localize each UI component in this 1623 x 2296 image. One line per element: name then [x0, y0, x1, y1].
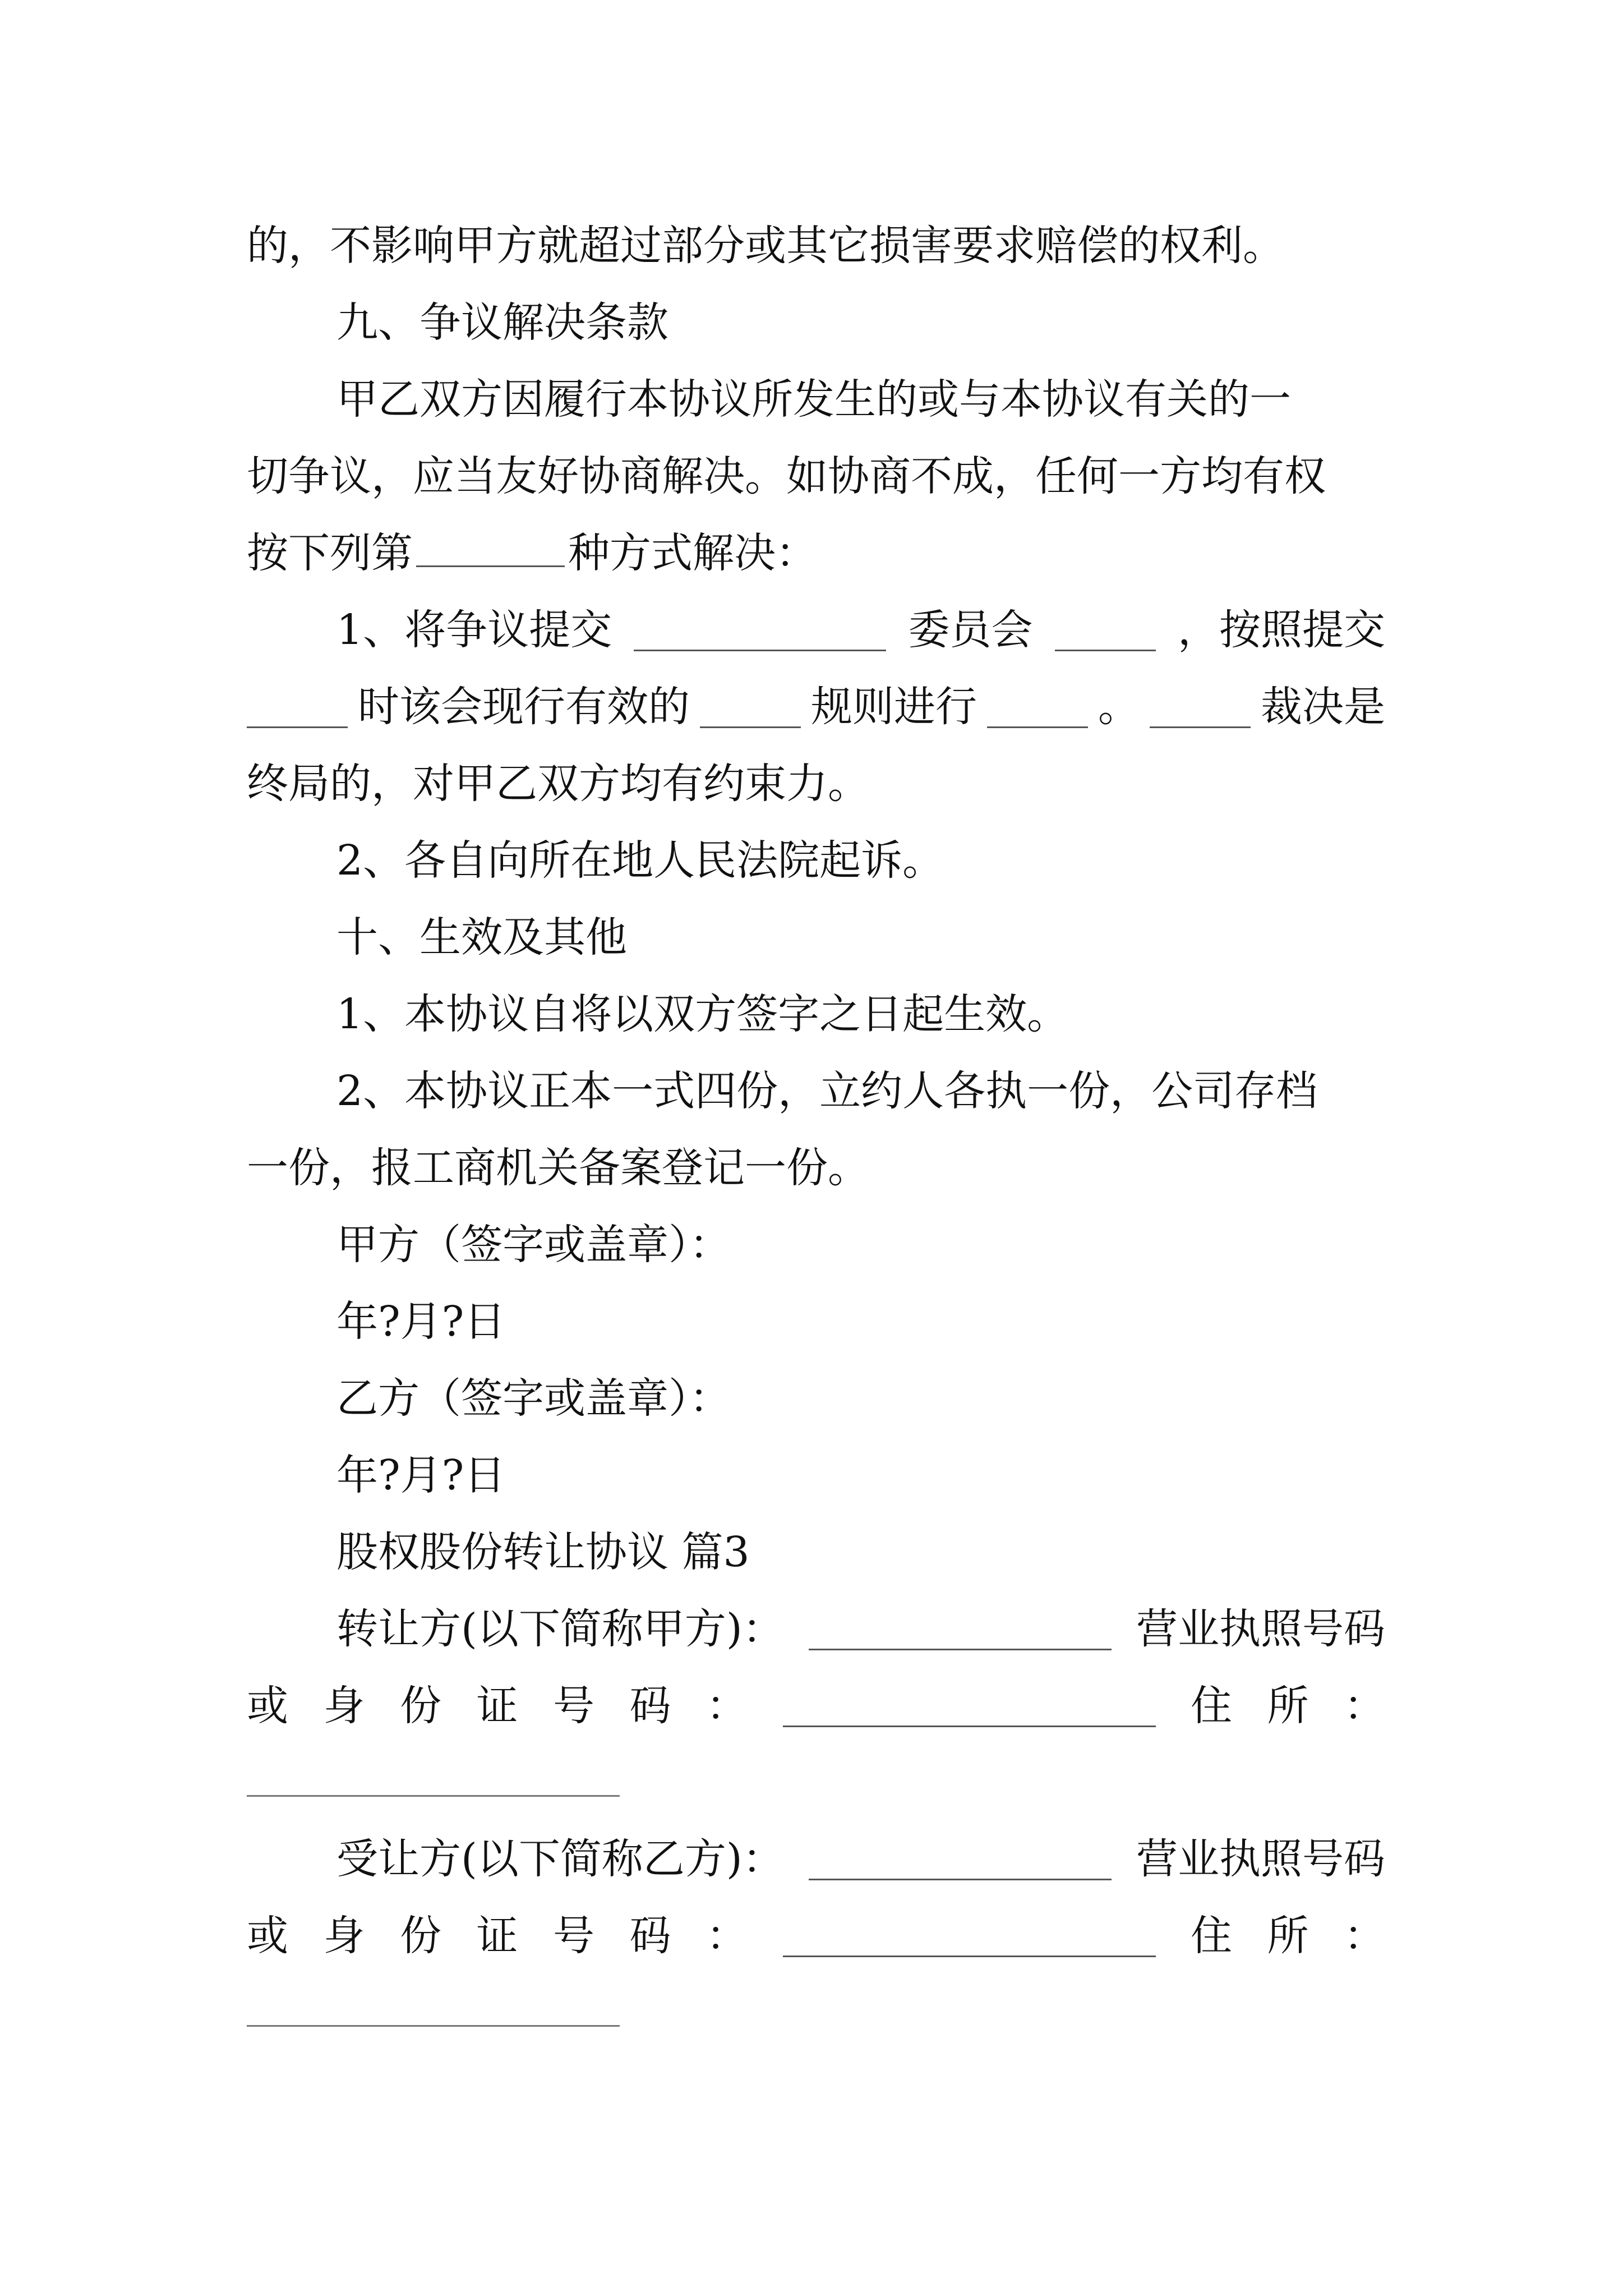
paragraph-line: 甲乙双方因履行本协议所发生的或与本协议有关的一	[336, 375, 1291, 424]
text-segment: 裁决是	[1261, 683, 1385, 731]
text-segment: 1、将争议提交	[336, 606, 612, 654]
party-line	[336, 1825, 1385, 1893]
text-char: 份	[400, 1912, 441, 1960]
paragraph-line: 2、本协议正本一式四份，立约人各执一份，公司存档	[336, 1067, 1318, 1115]
date-line: 年?月?日	[336, 1451, 506, 1499]
text-segment: ，按照提交	[1177, 606, 1385, 654]
fill-blank[interactable]	[247, 686, 348, 728]
paragraph-line	[336, 596, 1385, 664]
text-char: 码	[629, 1682, 671, 1730]
text-char: 码	[629, 1912, 671, 1960]
fill-blank[interactable]	[247, 1795, 620, 1797]
text-segment: 种方式解决：	[568, 529, 817, 577]
paragraph-line	[247, 519, 1385, 587]
paragraph-line	[247, 673, 1385, 740]
text-char: 身	[323, 1682, 365, 1730]
fill-blank[interactable]	[809, 1838, 1112, 1880]
party-line	[336, 1595, 1385, 1663]
text-segment: 受让方(以下简称乙方)：	[336, 1835, 784, 1883]
text-char: 身	[323, 1912, 365, 1960]
text-char: ：	[706, 1682, 748, 1730]
signature-label: 甲方（签字或盖章）：	[336, 1221, 731, 1269]
text-char: 份	[400, 1682, 441, 1730]
date-line: 年?月?日	[336, 1297, 506, 1346]
fill-blank[interactable]	[783, 1915, 1156, 1957]
text-char: 所	[1267, 1682, 1309, 1730]
text-char: 证	[476, 1912, 518, 1960]
text-segment: 。	[1098, 683, 1140, 731]
text-segment: 转让方(以下简称甲方)：	[336, 1605, 784, 1653]
fill-blank[interactable]	[416, 525, 565, 567]
text-char: ：	[1344, 1682, 1385, 1730]
text-char: 或	[247, 1912, 288, 1960]
fill-blank[interactable]	[783, 1685, 1156, 1727]
paragraph-line: 终局的，对甲乙双方均有约束力。	[247, 760, 869, 808]
text-char: 住	[1191, 1912, 1232, 1960]
text-segment: 规则进行	[811, 683, 977, 731]
text-char: 住	[1191, 1682, 1232, 1730]
text-char: 所	[1267, 1912, 1309, 1960]
text-char: 证	[476, 1682, 518, 1730]
text-char: ：	[1344, 1912, 1385, 1960]
text-char: ：	[706, 1912, 748, 1960]
fill-blank[interactable]	[1055, 609, 1156, 651]
signature-label: 乙方（签字或盖章）：	[336, 1374, 731, 1423]
fill-blank[interactable]	[809, 1608, 1112, 1650]
text-segment: 营业执照号码	[1136, 1835, 1385, 1883]
fill-blank[interactable]	[634, 609, 886, 651]
party-line	[247, 1672, 1385, 1740]
agreement-title: 股权股份转让协议 篇3	[336, 1528, 750, 1576]
text-segment: 时该会现行有效的	[358, 683, 690, 731]
section-heading: 九、争议解决条款	[336, 298, 668, 347]
party-line	[247, 1902, 1385, 1970]
text-segment: 委员会	[908, 606, 1033, 654]
section-heading: 十、生效及其他	[336, 913, 627, 961]
text-char: 或	[247, 1682, 288, 1730]
fill-blank[interactable]	[247, 2025, 620, 2027]
fill-blank[interactable]	[1150, 686, 1251, 728]
text-char: 号	[553, 1682, 594, 1730]
fill-blank[interactable]	[987, 686, 1088, 728]
text-segment: 按下列第	[247, 529, 413, 577]
paragraph-line: 切争议，应当友好协商解决。如协商不成，任何一方均有权	[247, 452, 1326, 500]
paragraph-line: 的，不影响甲方就超过部分或其它损害要求赔偿的权利。	[247, 222, 1284, 270]
paragraph-line: 2、各自向所在地人民法院起诉。	[336, 836, 944, 885]
text-char: 号	[553, 1912, 594, 1960]
paragraph-line: 1、本协议自将以双方签字之日起生效。	[336, 990, 1069, 1038]
text-segment: 营业执照号码	[1136, 1605, 1385, 1653]
paragraph-line: 一份，报工商机关备案登记一份。	[247, 1144, 869, 1192]
fill-blank[interactable]	[700, 686, 801, 728]
